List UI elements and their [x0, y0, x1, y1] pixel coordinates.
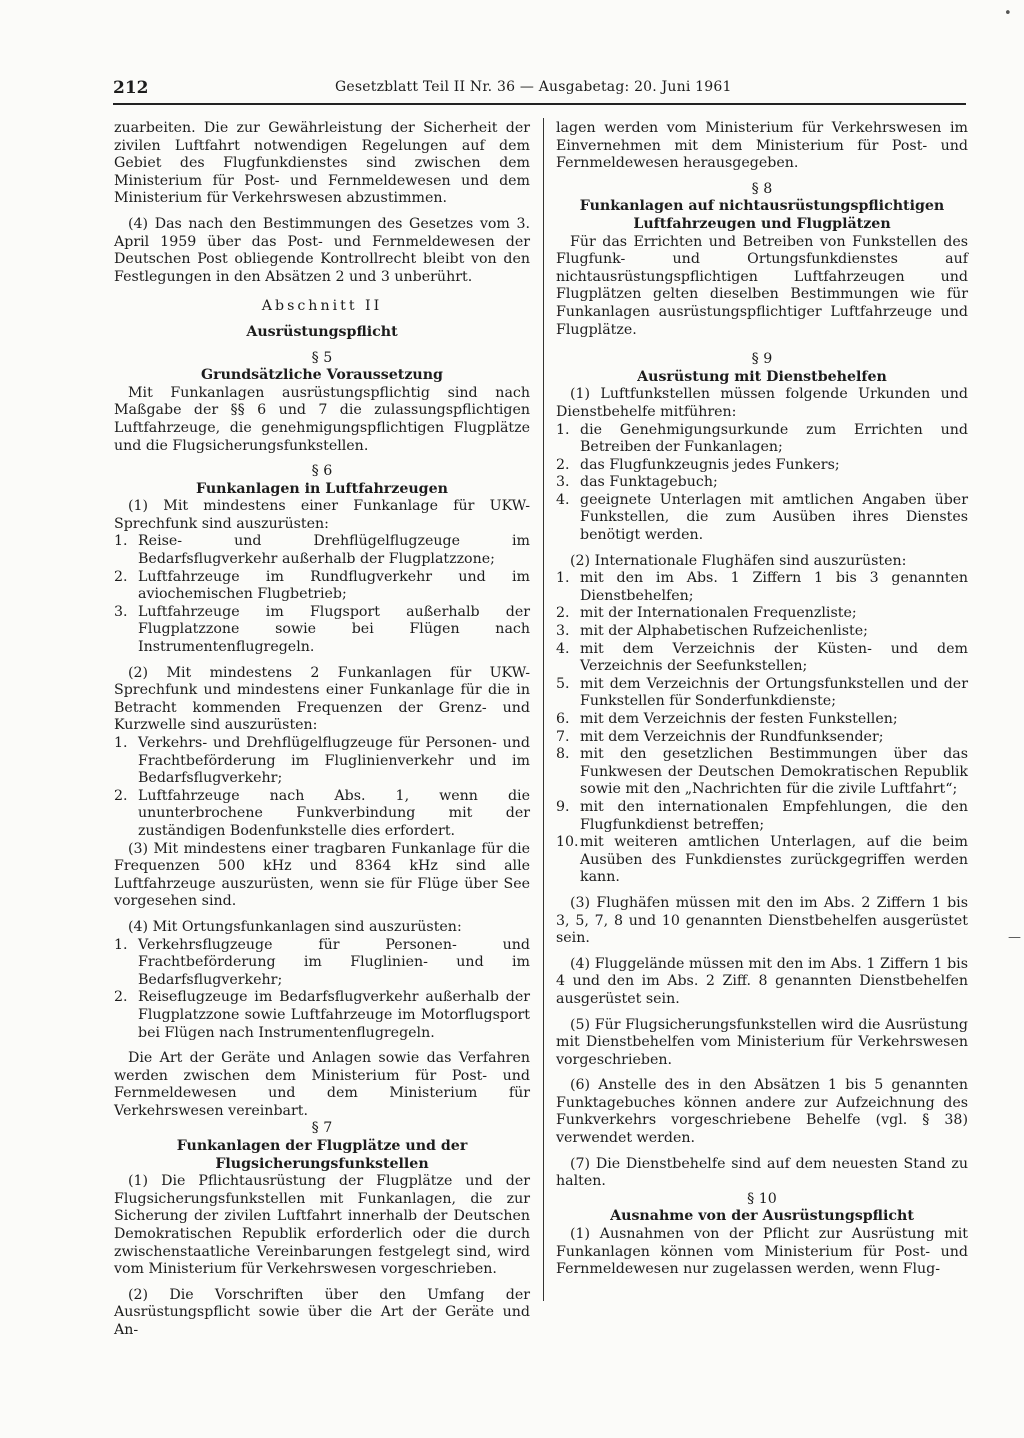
list-item: 8. mit den gesetzlichen Bestimmungen über das Funkwesen der Deutschen Demokratischen Republik sowie mit den „Nachrichten für die zivile Luftfahrt“;	[556, 746, 968, 798]
list-item: 3. mit der Alphabetischen Rufzeichenliste;	[556, 623, 868, 640]
section-heading: Abschnitt II	[261, 298, 383, 315]
list-item: 4. mit dem Verzeichnis der Küsten- und dem Verzeichnis der Seefunkstellen;	[556, 640, 968, 675]
list-item: 1. Verkehrs- und Drehflügelflugzeuge für Personen- und Frachtbeförderung im Fluglinienverkehr und im Bedarfsflugverkehr;	[114, 735, 530, 787]
paragraph-title-10: Ausnahme von der Ausrüstungspflicht	[610, 1208, 914, 1225]
paragraph-5-text: Mit Funkanlagen ausrüstungspflichtig sind nach Maßgabe der §§ 6 und 7 die zulassungspflichtigen Luftfahrzeuge, die genehmigungspflichtigen Flugplätze und die Flugsicherungsfunkstellen.	[114, 384, 530, 454]
paragraph-4: (4) Das nach den Bestimmungen des Gesetzes vom 3. April 1959 über das Post- und Fernmeldewesen der Deutschen Post obliegende Kontrollrecht bleibt von den Festlegungen in den Absätzen 2 und 3 unberührt.	[114, 215, 530, 285]
paragraph-continuation: zuarbeiten. Die zur Gewährleistung der Sicherheit der zivilen Luftfahrt notwendigen Regelungen auf dem Gebiet des Flugfunkdienstes sind zwischen dem Ministerium für Post- und Fernmeldewesen und dem Ministerium für Verkehrswesen abzustimmen.	[114, 120, 530, 207]
paragraph-number-10: § 10	[747, 1190, 777, 1207]
list-item: 1. Verkehrsflugzeuge für Personen- und Frachtbeförderung im Fluglinien- und im Bedarfsflugverkehr;	[114, 936, 530, 988]
paragraph-number-9: § 9	[751, 351, 773, 368]
paragraph-number-7: § 7	[311, 1120, 333, 1137]
section-title: Ausrüstungspflicht	[246, 323, 398, 340]
page-number: 212	[113, 78, 149, 98]
paragraph-10-1: (1) Ausnahmen von der Pflicht zur Ausrüstung mit Funkanlagen können vom Ministerium für Post- und Fernmeldewesen nur zugelassen werden, wenn Flug-	[556, 1226, 968, 1278]
paragraph-6-4: (4) Mit Ortungsfunkanlagen sind auszurüsten:	[128, 918, 462, 935]
paragraph-7-1: (1) Die Pflichtausrüstung der Flugplätze und der Flugsicherungsfunkstellen mit Funkanlagen, die zur Sicherung der zivilen Luftfahrt innerhalb der Deutschen Demokratischen Republik erforderlich oder die durch zwischenstaatliche Vereinbarungen festgelegt sind, wird vom Ministerium für Verkehrswesen vorgeschrieben.	[114, 1173, 530, 1278]
paragraph-6-closing: Die Art der Geräte und Anlagen sowie das Verfahren werden zwischen dem Ministerium für Post- und Fernmeldewesen und dem Ministerium für Verkehrswesen vereinbart.	[114, 1050, 530, 1119]
paragraph-9-1: (1) Luftfunkstellen müssen folgende Urkunden und Dienstbehelfe mitführen:	[556, 386, 968, 420]
scan-mark-top-right: •	[1004, 6, 1012, 21]
paragraph-9-4: (4) Fluggelände müssen mit den im Abs. 1 Ziffern 1 bis 4 und den im Abs. 2 Ziff. 8 genannten Dienstbehelfen ausgerüstet sein.	[556, 955, 968, 1007]
paragraph-number-5: § 5	[311, 349, 333, 366]
right-column	[556, 120, 968, 1279]
list-item: 7. mit dem Verzeichnis der Rundfunksender;	[556, 728, 884, 745]
list-item: 2. Luftfahrzeuge nach Abs. 1, wenn die ununterbrochene Funkverbindung mit der zuständigen Bodenfunkstelle dies erfordert.	[114, 787, 530, 839]
list-item: 2. Reiseflugzeuge im Bedarfsflugverkehr außerhalb der Flugplatzzone sowie Luftfahrzeuge im Motorflugsport bei Flügen nach Instrumentenflugregeln.	[114, 989, 530, 1041]
scan-mark-right-edge: —	[1008, 930, 1021, 945]
list-item: 3. das Funktagebuch;	[556, 474, 718, 491]
paragraph-title-5: Grundsätzliche Voraussetzung	[201, 367, 443, 384]
running-head: Gesetzblatt Teil II Nr. 36 — Ausgabetag: 20. Juni 1961	[335, 79, 732, 95]
list-item: 2. mit der Internationalen Frequenzliste;	[556, 605, 857, 622]
left-column	[114, 120, 530, 1340]
paragraph-6-2: (2) Mit mindestens 2 Funkanlagen für UKW-Sprechfunk und mindestens einer Funkanlage für die in Betracht kommenden Frequenzen der Grenz- und Kurzwelle sind auszurüsten:	[114, 664, 530, 734]
paragraph-title-8: Funkanlagen auf nichtausrüstungspflichtigen Luftfahrzeugen und Flugplätzen	[579, 198, 945, 232]
list-item: 9. mit den internationalen Empfehlungen, die den Flugfunkdienst betreffen;	[556, 798, 968, 833]
paragraph-6-1: (1) Mit mindestens einer Funkanlage für UKW-Sprechfunk sind auszurüsten:	[114, 498, 530, 532]
paragraph-9-3: (3) Flughäfen müssen mit den im Abs. 2 Ziffern 1 bis 3, 5, 7, 8 und 10 genannten Dienstbehelfen ausgerüstet sein.	[556, 894, 968, 947]
list-item: 1. Reise- und Drehflügelflugzeuge im Bedarfsflugverkehr außerhalb der Flugplatzzone;	[114, 533, 530, 568]
paragraph-title-9: Ausrüstung mit Dienstbehelfen	[637, 368, 887, 385]
paragraph-number-8: § 8	[751, 180, 773, 197]
paragraph-9-2: (2) Internationale Flughäfen sind auszurüsten:	[570, 552, 907, 569]
list-item: 3. Luftfahrzeuge im Flugsport außerhalb der Flugplatzzone sowie bei Flügen nach Instrumentenflugregeln.	[114, 603, 530, 656]
header-rule	[113, 103, 966, 105]
page-header	[113, 78, 965, 104]
paragraph-6-3: (3) Mit mindestens einer tragbaren Funkanlage für die Frequenzen 500 kHz und 8364 kHz sind alle Luftfahrzeuge auszurüsten, wenn sie für Flüge über See vorgesehen sind.	[114, 840, 530, 910]
paragraph-9-6: (6) Anstelle des in den Absätzen 1 bis 5 genannten Funktagebuches können andere zur Aufzeichnung des Funkverkehrs vorgeschriebene Behelfe (vgl. § 38) verwendet werden.	[556, 1077, 968, 1147]
list-item: 10. mit weiteren amtlichen Unterlagen, auf die beim Ausüben des Funkdienstes zurückgegriffen werden kann.	[556, 834, 968, 886]
list-item: 5. mit dem Verzeichnis der Ortungsfunkstellen und der Funkstellen für Sonderfunkdienste;	[556, 675, 968, 710]
paragraph-9-7: (7) Die Dienstbehelfe sind auf dem neuesten Stand zu halten.	[556, 1155, 968, 1190]
list-item: 1. die Genehmigungsurkunde zum Errichten und Betreiben der Funkanlagen;	[556, 421, 968, 456]
paragraph-title-6: Funkanlagen in Luftfahrzeugen	[196, 480, 448, 497]
paragraph-continuation-right: lagen werden vom Ministerium für Verkehrswesen im Einvernehmen mit dem Ministerium für Post- und Fernmeldewesen herausgegeben.	[556, 120, 968, 172]
list-item: 6. mit dem Verzeichnis der festen Funkstellen;	[556, 711, 898, 727]
list-item: 2. Luftfahrzeuge im Rundflugverkehr und im aviochemischen Flugbetrieb;	[114, 568, 530, 603]
list-item: 2. das Flugfunkzeugnis jedes Funkers;	[556, 456, 840, 473]
column-divider	[543, 118, 544, 1301]
list-item: 4. geeignete Unterlagen mit amtlichen Angaben über Funkstellen, die zum Ausüben ihres Dienstes benötigt werden.	[556, 491, 968, 544]
list-item: 1. mit den im Abs. 1 Ziffern 1 bis 3 genannten Dienstbehelfen;	[556, 570, 968, 604]
paragraph-9-5: (5) Für Flugsicherungsfunkstellen wird die Ausrüstung mit Dienstbehelfen vom Ministerium für Verkehrswesen vorgeschrieben.	[556, 1016, 968, 1068]
paragraph-title-7: Funkanlagen der Flugplätze und der Flugsicherungsfunkstellen	[176, 1138, 468, 1172]
paragraph-8-text: Für das Errichten und Betreiben von Funkstellen des Flugfunk- und Ortungsfunkdienstes auf nichtausrüstungspflichtigen Luftfahrzeugen und Flugplätzen gelten dieselben Bestimmungen wie für Funkanlagen ausrüstungspflichtiger Luftfahrzeuge und Flugplätze.	[556, 233, 968, 338]
paragraph-number-6: § 6	[311, 463, 333, 480]
paragraph-7-2: (2) Die Vorschriften über den Umfang der Ausrüstungspflicht sowie über die Art der Geräte und An-	[114, 1286, 530, 1338]
